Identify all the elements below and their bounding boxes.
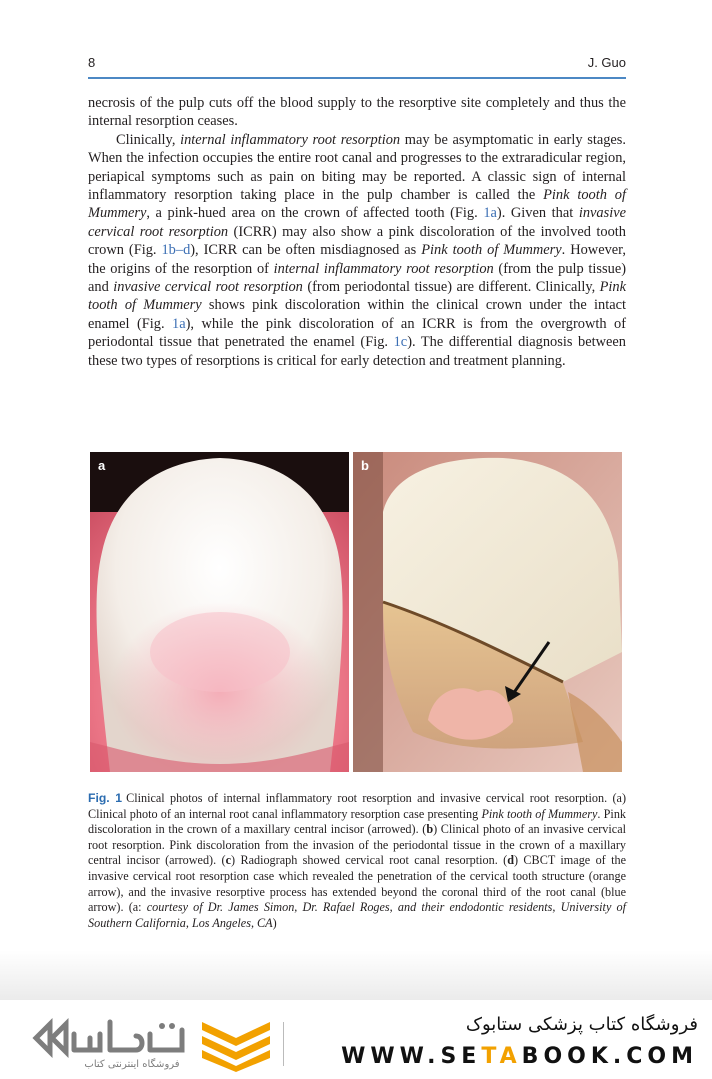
panel-label-a: a	[98, 458, 106, 473]
store-banner	[0, 1000, 712, 1079]
caption-label: Fig. 1	[88, 791, 123, 805]
paragraph-2: Clinically, internal inflammatory root resorption may be asymptomatic in early stages. When the infection occupies the entire root canal and progresses to the extraradicular region, periapical symptoms such as pain on biting may be reported. A classic sign of internal inflammatory resorption taking place in the pulp chamber is called the Pink tooth of Mummery, a pink-hued area on the crown of affected tooth (Fig. 1a). Given that invasive cervical root resorption (ICRR) may also show a pink discoloration of the involved tooth crown (Fig. 1b–d), ICRR can be often misdiagnosed as Pink tooth of Mummery. However, the origins of the resorption of internal inflammatory root resorption (from the pulp tissue) and invasive cervical root resorption (from periodontal tissue) are different. Clinically, Pink tooth of Mummery shows pink discoloration within the clinical crown under the intact enamel (Fig. 1a), while the pink discoloration of an ICRR is from the overgrowth of periodontal tissue that penetrated the enamel (Fig. 1c). The differential diagnosis between these two types of resorptions is critical for early detection and treatment planning.	[88, 131, 627, 369]
figure-reference-link[interactable]: 1a	[483, 205, 497, 222]
header-rule	[88, 77, 626, 79]
body-text	[88, 94, 626, 370]
figure-reference-link[interactable]: 1c	[393, 334, 408, 351]
setabook-book-icon	[200, 1016, 272, 1072]
icrr-tooth-photo	[353, 452, 622, 772]
svg-text:فروشگاه اینترنتی کتاب: فروشگاه اینترنتی کتاب	[84, 1059, 180, 1070]
clinical-photo-b	[353, 452, 622, 772]
panel-label-b: b	[361, 458, 369, 473]
bottom-fade	[0, 950, 712, 1005]
clinical-photo-a	[90, 452, 349, 772]
pink-tooth-photo	[90, 452, 349, 772]
paragraph-1: necrosis of the pulp cuts off the blood supply to the resorptive site completely and thus the internal resorption ceases.	[88, 95, 626, 130]
running-author: J. Guo	[587, 55, 626, 70]
figure-1	[90, 452, 622, 772]
store-url[interactable]: WWW.SETABOOK.COM	[341, 1044, 698, 1069]
page-number: 8	[88, 55, 96, 70]
figure-reference-link[interactable]: 1a	[172, 315, 186, 332]
setabook-wordmark-logo	[32, 1012, 192, 1072]
figure-caption: Fig. 1 Clinical photos of internal inflammatory root resorption and invasive cervical root resorption. (a) Clinical photo of an internal root canal inflammatory resorption case presenting Pink tooth of Mummery. Pink discoloration in the crown of a maxillary central incisor (arrowed). (b) Clinical photo of an invasive cervical root resorption. Pink discoloration from the invasion of the periodontal tissue in the crown of a maxillary central incisor (arrowed). (c) Radiograph showed cervical root canal resorption. (d) CBCT image of the invasive cervical root resorption case which revealed the penetration of the cervical tooth structure (orange arrow), and the invasive resorptive process has extended beyond the coronal third of the root canal (blue arrow). (a: courtesy of Dr. James Simon, Dr. Rafael Roges, and their endodontic residents, University of Southern California, Los Angeles, CA)	[88, 791, 627, 930]
figure-reference-link[interactable]: 1b–d	[161, 242, 191, 259]
banner-divider	[283, 1022, 284, 1066]
running-header	[88, 55, 626, 77]
store-name: فروشگاه کتاب پزشکی ستابوک	[465, 1014, 698, 1035]
